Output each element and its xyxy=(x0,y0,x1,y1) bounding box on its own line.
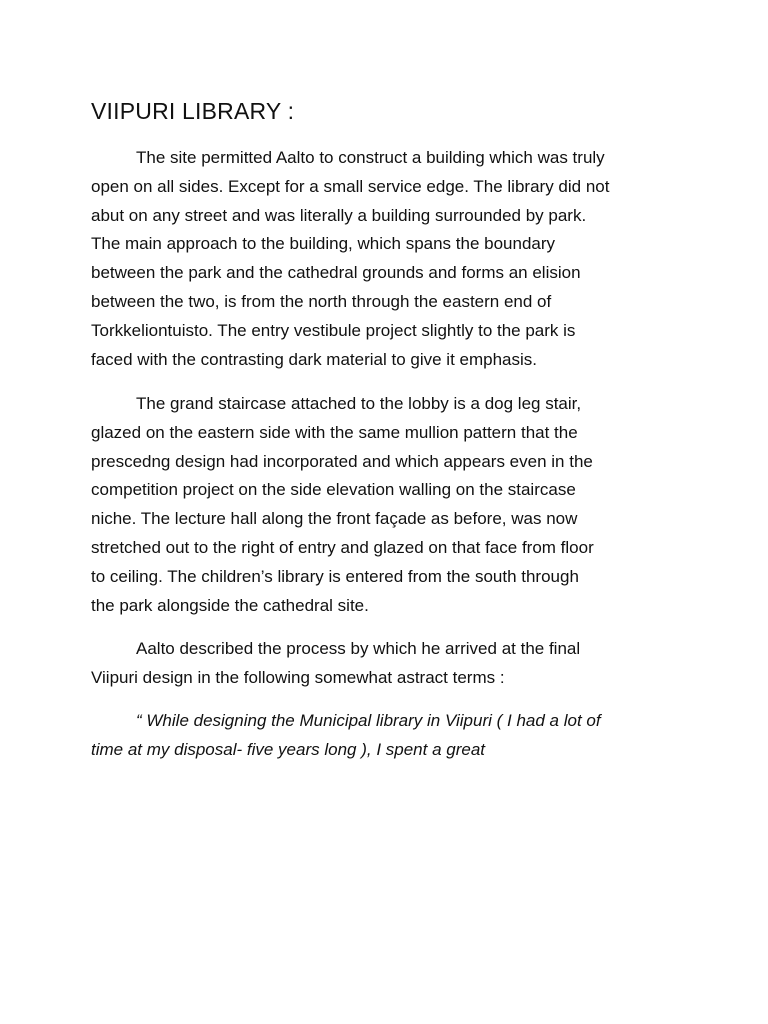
text-line: The main approach to the building, which spans the boundary xyxy=(91,234,556,254)
text-line: between the two, is from the north through the eastern end of xyxy=(91,291,552,311)
text-line: The site permitted Aalto to construct a building which was truly xyxy=(136,148,605,167)
text-line: abut on any street and was literally a building surrounded by park. xyxy=(91,205,587,225)
text-line: Torkkeliontuisto. The entry vestibule project slightly to the park is xyxy=(91,320,576,340)
paragraph-design-process xyxy=(91,635,691,693)
text-line: open on all sides. Except for a small service edge. The library did not xyxy=(91,176,610,196)
text-line: niche. The lecture hall along the front façade as before, was now xyxy=(91,509,578,529)
text-line: Aalto described the process by which he arrived at the final xyxy=(136,639,581,658)
text-line: Viipuri design in the following somewhat astract terms : xyxy=(91,667,505,687)
text-line: prescedng design had incorporated and which appears even in the xyxy=(91,451,593,471)
quote-line: time at my disposal- five years long ), I spent a great xyxy=(91,739,486,759)
text-line: between the park and the cathedral grounds and forms an elision xyxy=(91,263,581,283)
document-title: VIIPURI LIBRARY : xyxy=(91,98,295,124)
quote-block xyxy=(91,707,691,765)
text-line: glazed on the eastern side with the same mullion pattern that the xyxy=(91,422,578,442)
text-line: to ceiling. The children’s library is entered from the south through xyxy=(91,566,579,586)
quote-line: “ While designing the Municipal library in Viipuri ( I had a lot of xyxy=(136,711,601,730)
paragraph-staircase xyxy=(91,390,691,620)
text-line: faced with the contrasting dark material to give it emphasis. xyxy=(91,349,537,369)
text-line: The grand staircase attached to the lobby is a dog leg stair, xyxy=(136,394,582,413)
paragraph-site-description xyxy=(91,144,691,374)
text-line: competition project on the side elevation walling on the staircase xyxy=(91,480,576,500)
text-line: the park alongside the cathedral site. xyxy=(91,595,369,615)
text-line: stretched out to the right of entry and glazed on that face from floor xyxy=(91,537,594,557)
